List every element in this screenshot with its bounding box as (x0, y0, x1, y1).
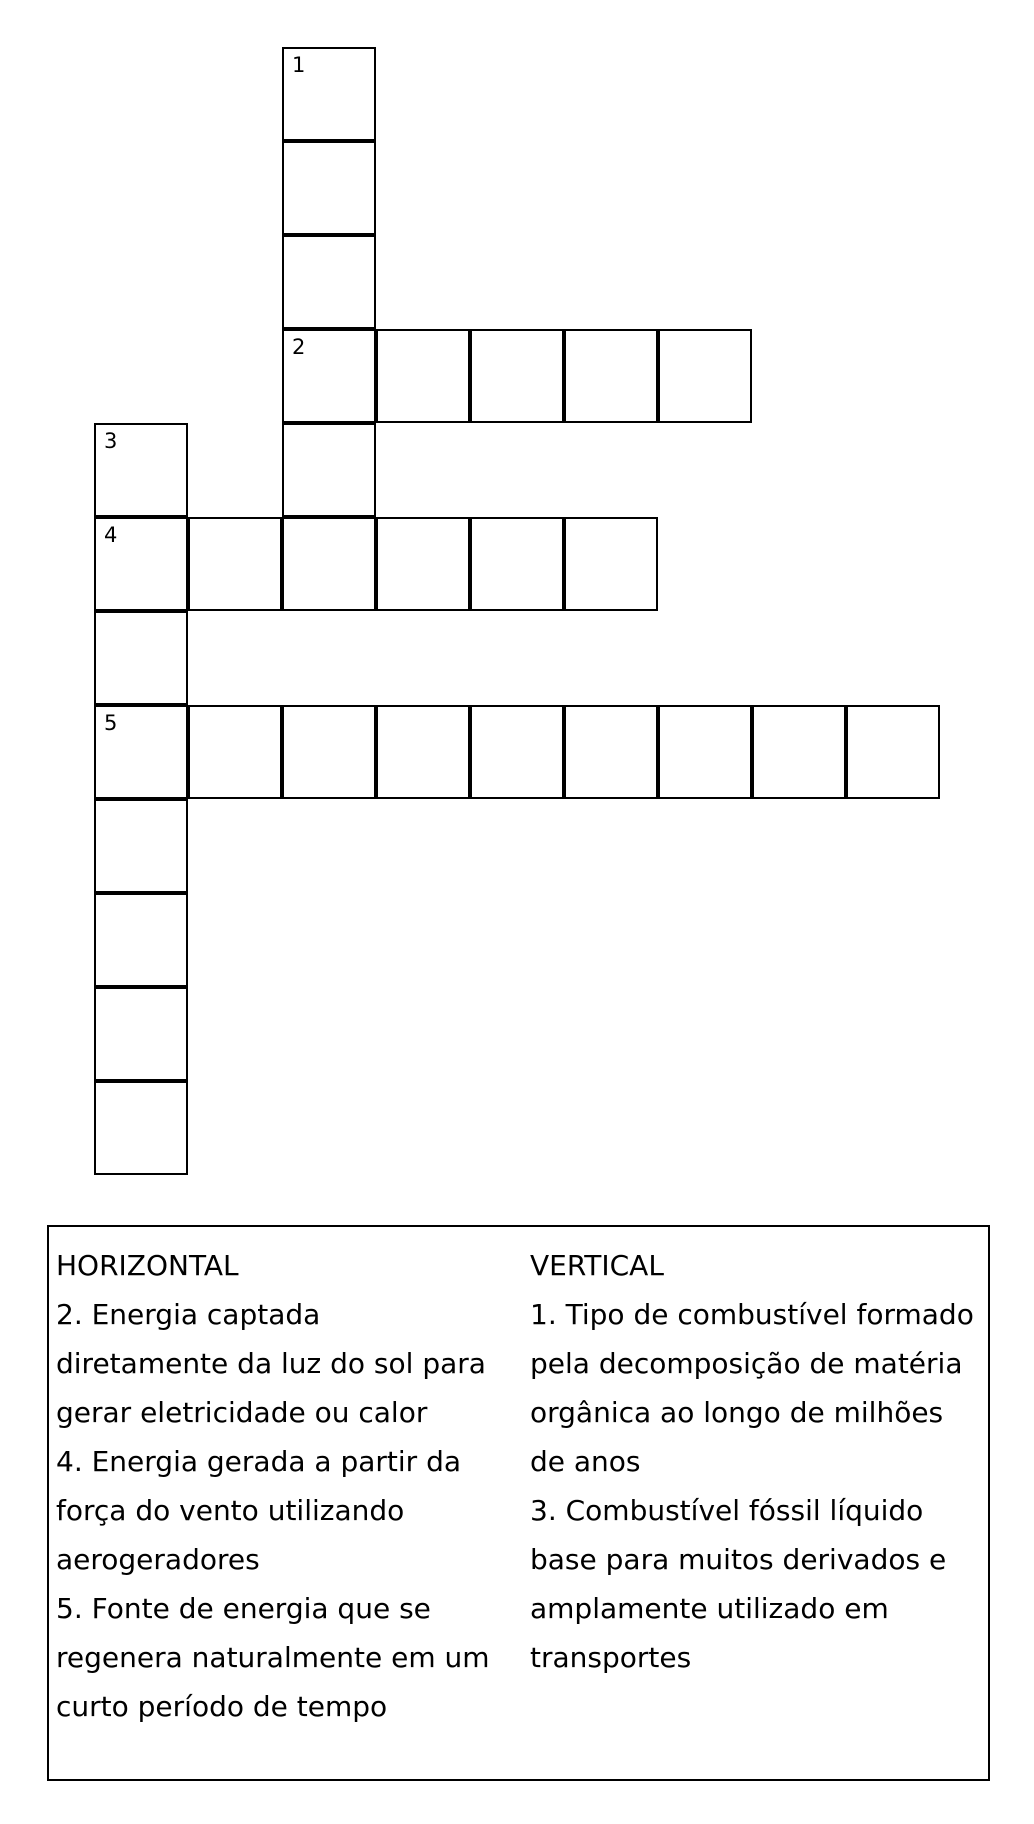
clue-number: 1 (292, 53, 306, 77)
clue-number: 4 (104, 523, 118, 547)
crossword-cell[interactable] (188, 517, 282, 611)
clue-number: 5 (104, 711, 118, 735)
crossword-cell[interactable] (752, 705, 846, 799)
clue-vertical-1: 1. Tipo de combustível formado pela decomposição de matéria orgânica ao longo de milhões de anos (530, 1298, 974, 1478)
crossword-cell[interactable] (564, 705, 658, 799)
crossword-cell[interactable] (94, 799, 188, 893)
crossword-cell[interactable] (282, 423, 376, 517)
crossword-cell[interactable] (94, 611, 188, 705)
crossword-cell[interactable] (94, 705, 188, 799)
crossword-cell[interactable] (94, 893, 188, 987)
crossword-cell[interactable] (282, 705, 376, 799)
crossword-cell[interactable] (658, 329, 752, 423)
clue-number: 2 (292, 335, 306, 359)
crossword-cell[interactable] (376, 705, 470, 799)
crossword-cell[interactable] (564, 517, 658, 611)
crossword-cell[interactable] (188, 705, 282, 799)
crossword-cell[interactable] (94, 987, 188, 1081)
crossword-cell[interactable] (658, 705, 752, 799)
crossword-cell[interactable] (846, 705, 940, 799)
clue-horizontal-4: 4. Energia gerada a partir da força do vento utilizando aerogeradores (56, 1445, 462, 1576)
crossword-cell[interactable] (282, 517, 376, 611)
clue-horizontal-5: 5. Fonte de energia que se regenera naturalmente em um curto período de tempo (56, 1592, 490, 1723)
crossword-cell[interactable] (282, 141, 376, 235)
crossword-cell[interactable] (470, 705, 564, 799)
crossword-cell[interactable] (282, 47, 376, 141)
crossword-cell[interactable] (470, 517, 564, 611)
crossword-cell[interactable] (376, 329, 470, 423)
clue-horizontal-2: 2. Energia captada diretamente da luz do sol para gerar eletricidade ou calor (56, 1298, 486, 1429)
crossword-cell[interactable] (470, 329, 564, 423)
crossword-cell[interactable] (94, 423, 188, 517)
crossword-cell[interactable] (376, 517, 470, 611)
crossword-cell[interactable] (94, 517, 188, 611)
crossword-cell[interactable] (564, 329, 658, 423)
crossword-cell[interactable] (282, 329, 376, 423)
crossword-cell[interactable] (282, 235, 376, 329)
vertical-heading: VERTICAL (530, 1249, 664, 1282)
horizontal-clues (56, 1241, 496, 1731)
clue-vertical-3: 3. Combustível fóssil líquido base para muitos derivados e amplamente utilizado em transportes (530, 1494, 947, 1674)
horizontal-heading: HORIZONTAL (56, 1249, 239, 1282)
clue-number: 3 (104, 429, 118, 453)
vertical-clues (530, 1241, 980, 1682)
clue-box (47, 1225, 990, 1781)
crossword-cell[interactable] (94, 1081, 188, 1175)
